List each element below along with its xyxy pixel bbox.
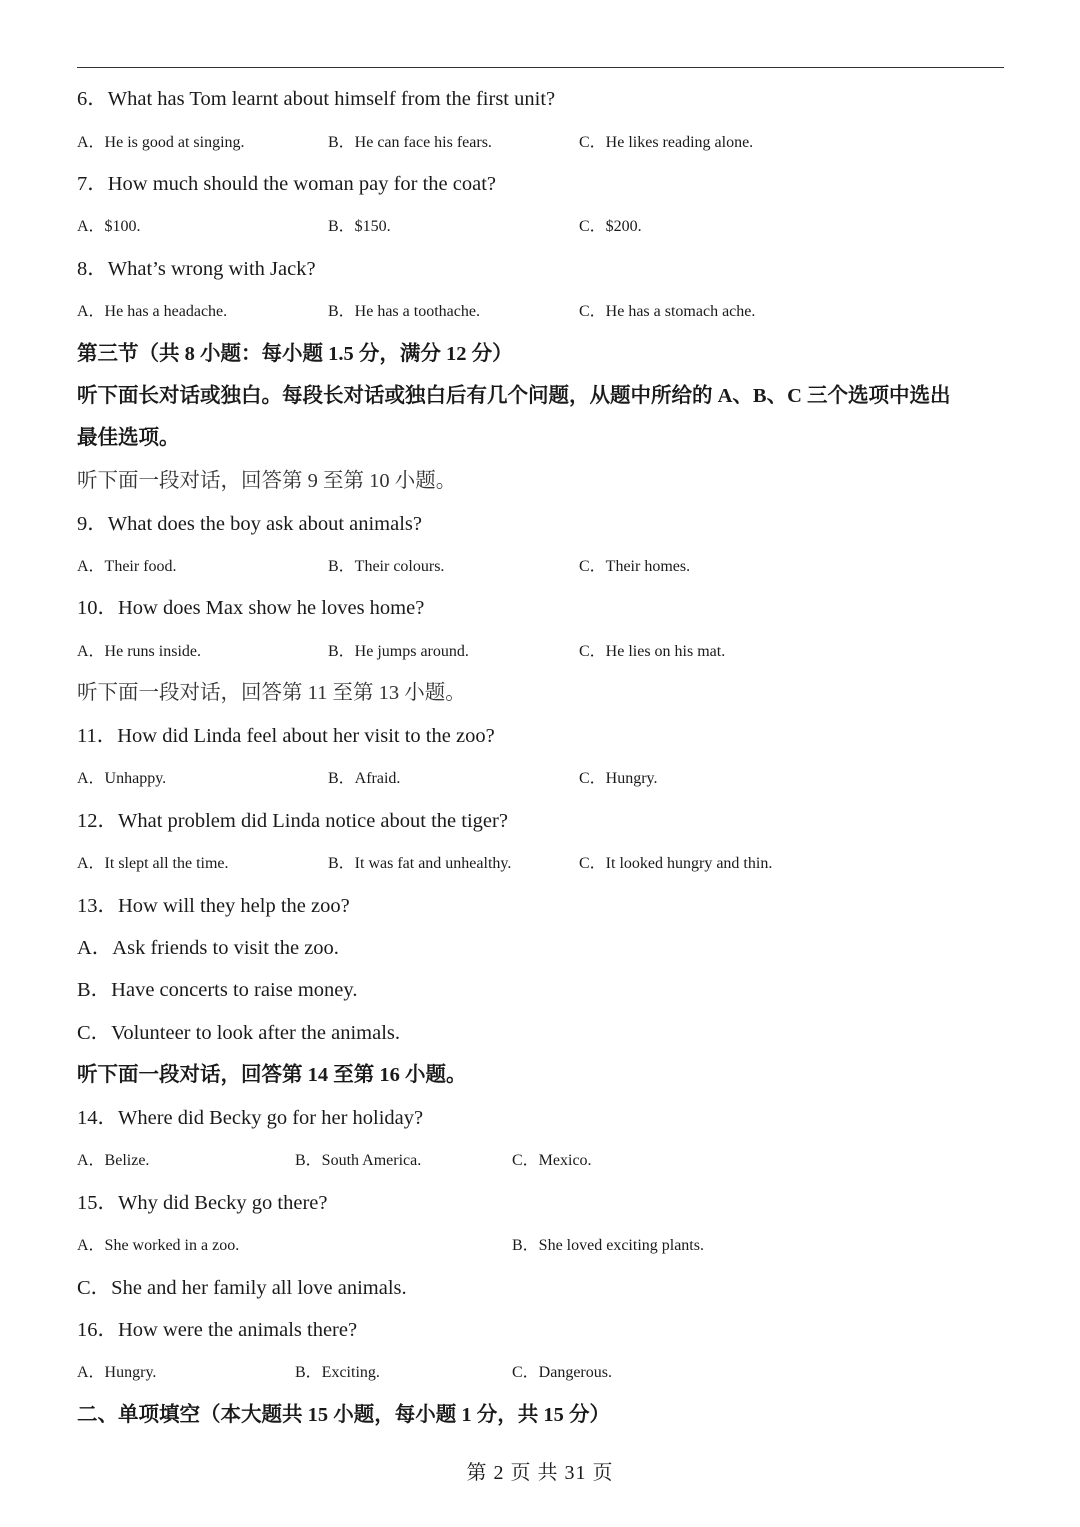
- part-2-heading: 二、单项填空（本大题共 15 小题，每小题 1 分，共 15 分）: [77, 1404, 610, 1426]
- question-6: 6．What has Tom learnt about himself from the first unit?: [77, 88, 556, 110]
- question-14: 14．Where did Becky go for her holiday?: [77, 1107, 424, 1129]
- option-c: C．Hungry.: [579, 770, 658, 787]
- option-c: C．Mexico.: [512, 1152, 592, 1169]
- option-a: A．He has a headache.: [77, 303, 228, 320]
- option-b: B．It was fat and unhealthy.: [328, 855, 512, 872]
- question-9-options: [0, 553, 1080, 579]
- option-b: B．Afraid.: [328, 770, 401, 787]
- question-9: 9．What does the boy ask about animals?: [77, 513, 422, 535]
- question-16: 16．How were the animals there?: [77, 1319, 358, 1341]
- question-12-options: [0, 850, 1080, 876]
- option-b: B．Their colours.: [328, 558, 445, 575]
- option-b: B．South America.: [295, 1152, 422, 1169]
- question-10: 10．How does Max show he loves home?: [77, 597, 425, 619]
- question-11-options: [0, 765, 1080, 791]
- question-6-options: [0, 129, 1080, 155]
- option-b: B．$150.: [328, 218, 391, 235]
- option-a: A．She worked in a zoo.: [77, 1237, 240, 1254]
- question-13: 13．How will they help the zoo?: [77, 895, 350, 917]
- dialogue-intro-1: 听下面一段对话，回答第 9 至第 10 小题。: [77, 470, 457, 492]
- option-c: C．Their homes.: [579, 558, 691, 575]
- option-a: A．Unhappy.: [77, 770, 167, 787]
- option-a: A．He is good at singing.: [77, 134, 245, 151]
- dialogue-intro-2: 听下面一段对话，回答第 11 至第 13 小题。: [77, 682, 466, 704]
- question-7: 7．How much should the woman pay for the coat?: [77, 173, 497, 195]
- dialogue-intro-3: 听下面一段对话，回答第 14 至第 16 小题。: [77, 1064, 467, 1086]
- question-10-options: [0, 638, 1080, 664]
- option-b: B．He jumps around.: [328, 643, 469, 660]
- option-b: B．She loved exciting plants.: [512, 1237, 704, 1254]
- question-15-options: [0, 1232, 1080, 1258]
- question-15: 15．Why did Becky go there?: [77, 1192, 328, 1214]
- option-b: B．Exciting.: [295, 1364, 380, 1381]
- option-a: A．It slept all the time.: [77, 855, 229, 872]
- option-a: A．He runs inside.: [77, 643, 201, 660]
- option-c: C．It looked hungry and thin.: [579, 855, 773, 872]
- header-rule: [77, 67, 1004, 68]
- question-8: 8．What’s wrong with Jack?: [77, 258, 316, 280]
- option-a: A．Their food.: [77, 558, 177, 575]
- page-footer: 第 2 页 共 31 页: [466, 1462, 614, 1484]
- option-c: C．She and her family all love animals.: [77, 1277, 407, 1299]
- option-c: C．$200.: [579, 218, 642, 235]
- question-8-options: [0, 298, 1080, 324]
- section-3-heading: 第三节（共 8 小题：每小题 1.5 分，满分 12 分）: [77, 343, 513, 365]
- option-a: A．Hungry.: [77, 1364, 157, 1381]
- option-a: A．Belize.: [77, 1152, 150, 1169]
- question-16-options: [0, 1359, 1080, 1385]
- option-c: C．He likes reading alone.: [579, 134, 754, 151]
- question-14-options: [0, 1147, 1080, 1173]
- question-7-options: [0, 213, 1080, 239]
- option-a: A．$100.: [77, 218, 141, 235]
- option-c: C．He lies on his mat.: [579, 643, 726, 660]
- question-11: 11．How did Linda feel about her visit to the zoo?: [77, 725, 495, 747]
- question-12: 12．What problem did Linda notice about the tiger?: [77, 810, 508, 832]
- option-c: C．Dangerous.: [512, 1364, 612, 1381]
- option-b: B．He can face his fears.: [328, 134, 492, 151]
- option-c: C．Volunteer to look after the animals.: [77, 1022, 400, 1044]
- option-b: B．He has a toothache.: [328, 303, 480, 320]
- section-3-instruction-cont: 最佳选项。: [77, 427, 180, 449]
- option-b: B．Have concerts to raise money.: [77, 979, 358, 1001]
- option-c: C．He has a stomach ache.: [579, 303, 756, 320]
- section-3-instruction: 听下面长对话或独白。每段长对话或独白后有几个问题，从题中所给的 A、B、C 三个选项中选出: [77, 385, 951, 407]
- option-a: A．Ask friends to visit the zoo.: [77, 937, 339, 959]
